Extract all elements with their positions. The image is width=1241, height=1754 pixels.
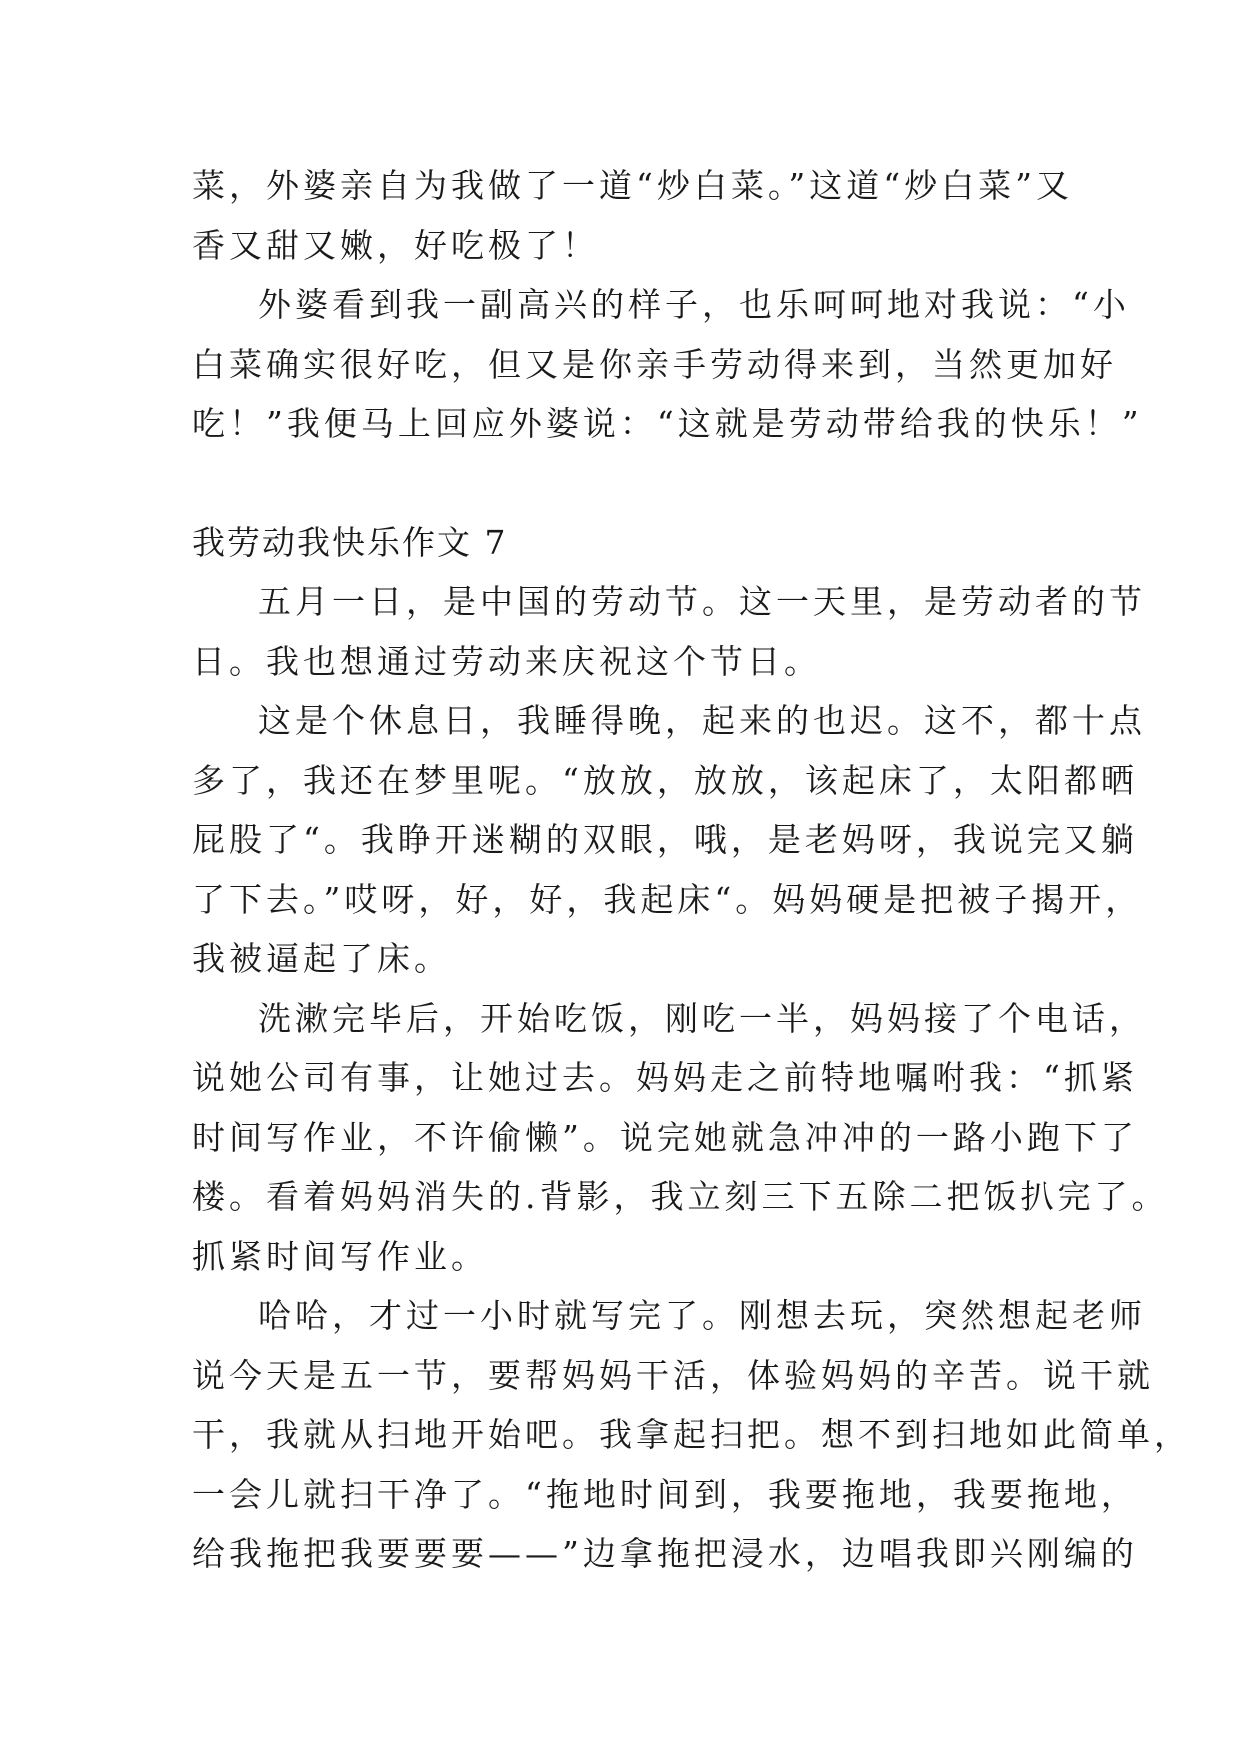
paragraph-1	[192, 156, 1072, 275]
text-line: 哈哈，才过一小时就写完了。刚想去玩，突然想起老师	[258, 1296, 1146, 1335]
text-line: 吃！”我便马上回应外婆说：“这就是劳动带给我的快乐！”	[192, 404, 1143, 443]
paragraph-4	[192, 691, 1146, 989]
text-line: 干，我就从扫地开始吧。我拿起扫把。想不到扫地如此简单，	[192, 1415, 1191, 1454]
text-line: 我被逼起了床。	[192, 939, 451, 978]
text-line: 说她公司有事，让她过去。妈妈走之前特地嘱咐我：“抓紧	[192, 1058, 1138, 1097]
document-body	[192, 156, 1191, 1584]
text-line: 这是个休息日，我睡得晚，起来的也迟。这不，都十点	[258, 701, 1146, 740]
text-line: 五月一日，是中国的劳动节。这一天里，是劳动者的节	[258, 582, 1146, 621]
text-line: 说今天是五一节，要帮妈妈干活，体验妈妈的辛苦。说干就	[192, 1355, 1154, 1395]
text-line: 外婆看到我一副高兴的样子，也乐呵呵地对我说：“小	[258, 285, 1130, 324]
text-line: 抓紧时间写作业。	[192, 1236, 488, 1276]
text-line: 多了，我还在梦里呢。“放放，放放，该起床了，太阳都晒	[192, 760, 1138, 800]
text-line: 给我拖把我要要要——”边拿拖把浸水，边唱我即兴刚编的	[192, 1534, 1138, 1573]
text-line: 楼。看着妈妈消失的.背影，我立刻三下五除二把饭扒完了。	[192, 1177, 1169, 1216]
heading-text: 我劳动我快乐作文 7	[192, 522, 508, 562]
text-line: 日。我也想通过劳动来庆祝这个节日。	[192, 641, 821, 681]
section-heading	[192, 513, 1072, 573]
text-line: 白菜确实很好吃，但又是你亲手劳动得来到，当然更加好	[192, 344, 1117, 384]
text-line: 屁股了“。我睁开迷糊的双眼，哦，是老妈呀，我说完又躺	[192, 820, 1138, 859]
paragraph-3	[192, 572, 1146, 691]
paragraph-5	[192, 989, 1169, 1287]
text-line: 一会儿就扫干净了。“拖地时间到，我要拖地，我要拖地，	[192, 1474, 1138, 1514]
text-line: 了下去。”哎呀，好，好，我起床“。妈妈硬是把被子揭开，	[192, 879, 1143, 919]
text-line: 洗漱完毕后，开始吃饭，刚吃一半，妈妈接了个电话，	[258, 998, 1146, 1038]
paragraph-2	[192, 275, 1143, 454]
paragraph-6	[192, 1286, 1191, 1584]
text-line: 香又甜又嫩，好吃极了！	[192, 225, 599, 265]
text-line: 菜，外婆亲自为我做了一道“炒白菜。”这道“炒白菜”又	[192, 166, 1073, 205]
text-line: 时间写作业，不许偷懒”。说完她就急冲冲的一路小跑下了	[192, 1117, 1138, 1157]
